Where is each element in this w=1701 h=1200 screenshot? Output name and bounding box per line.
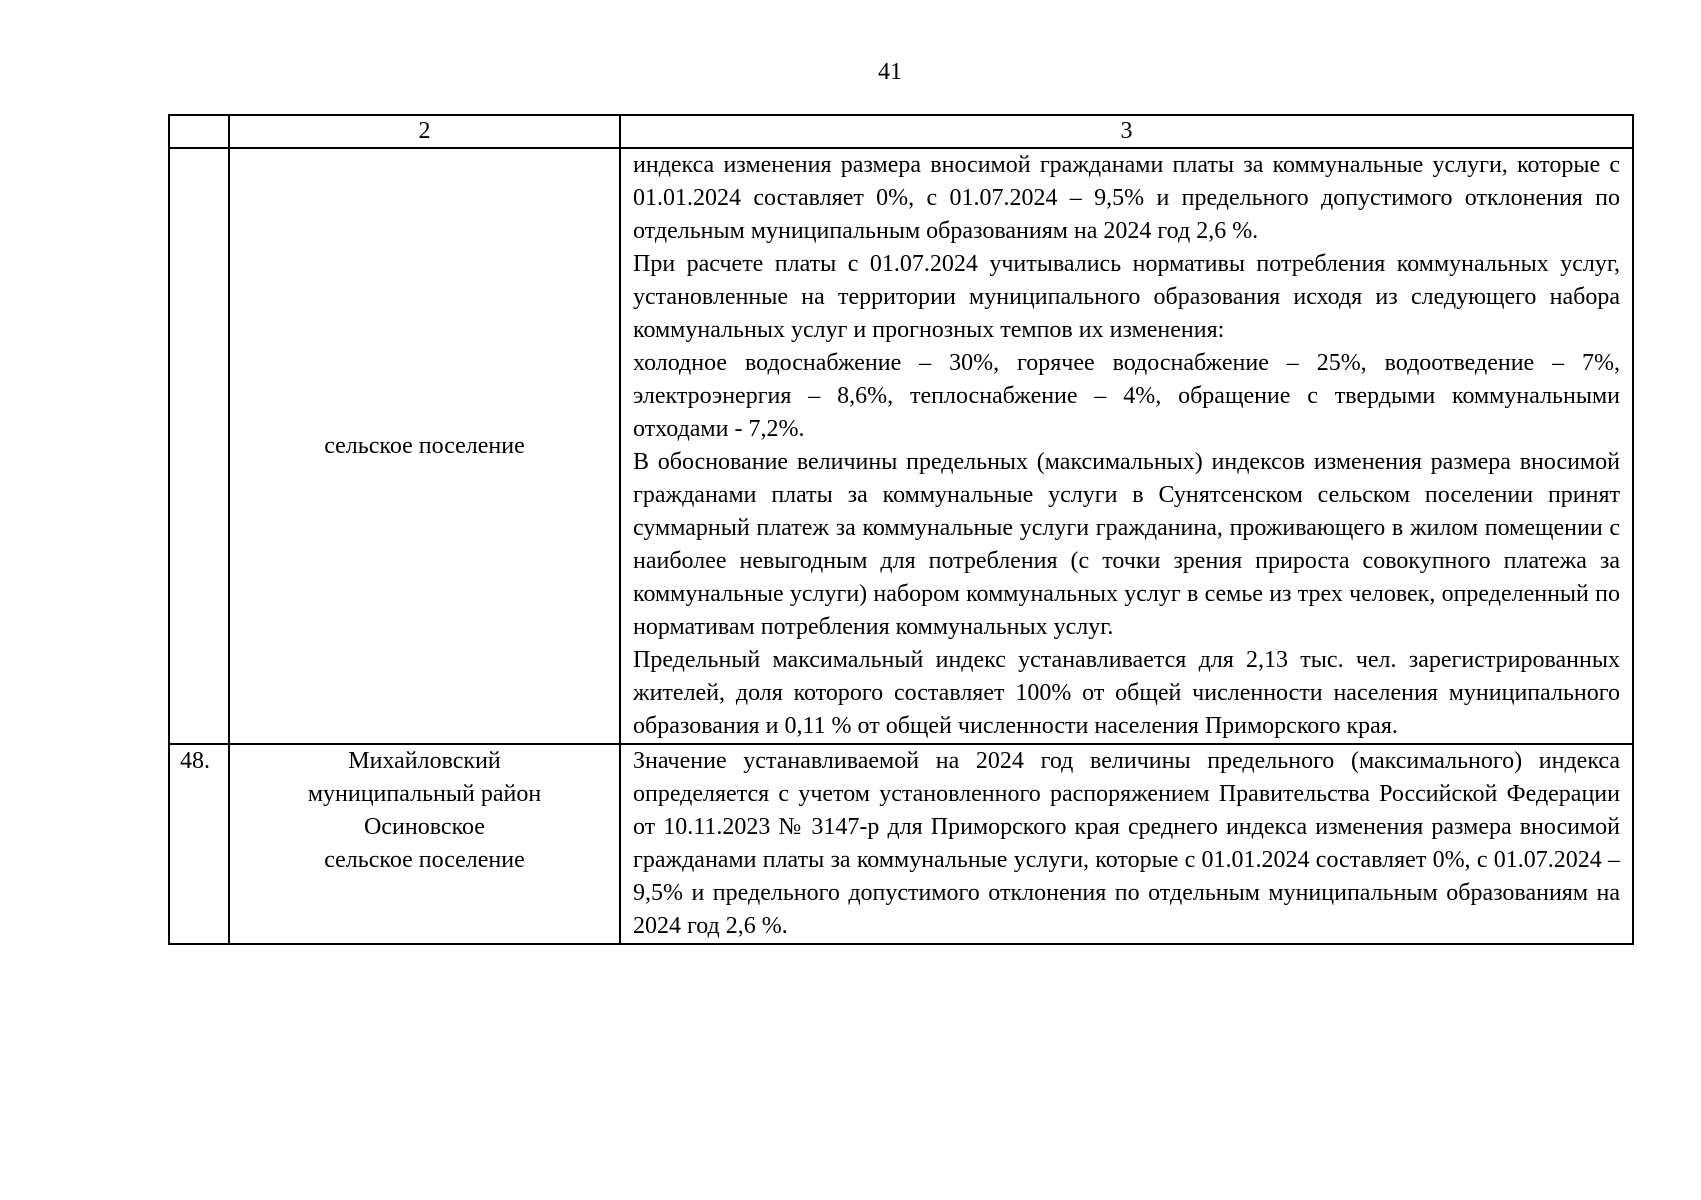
header-cell-3: 3 <box>620 115 1633 148</box>
row-number: 48. <box>169 744 229 944</box>
table-row <box>169 744 1633 944</box>
paragraph: Значение устанавливаемой на 2024 год величины предельного (максимального) индекса определяется с учетом установленного распоряжением Правительства Российской Федерации от 10.11.2023 № 3147-р для Приморского края среднего индекса изменения размера вносимой гражданами платы за коммунальные услуги, которые с 01.01.2024 составляет 0%, с 01.07.2024 – 9,5% и предельного допустимого отклонения по отдельным муниципальным образованиям на 2024 год 2,6 %. <box>633 748 1620 939</box>
header-cell-2: 2 <box>229 115 620 148</box>
paragraph: При расчете платы с 01.07.2024 учитывались нормативы потребления коммунальных услуг, установленные на территории муниципального образования исходя из следующего набора коммунальных услуг и прогнозных темпов их изменения: <box>633 251 1620 343</box>
municipality-name-line: Михайловский <box>348 748 501 774</box>
header-cell-1 <box>169 115 229 148</box>
document-table <box>168 114 1634 945</box>
municipality-name-line: муниципальный район <box>307 781 542 807</box>
paragraph: В обоснование величины предельных (максимальных) индексов изменения размера вносимой гражданами платы за коммунальные услуги в Сунятсенском сельском поселении принят суммарный платеж за коммунальные услуги гражданина, проживающего в жилом помещении с наиболее невыгодным для потребления (с точки зрения прироста совокупного платежа за коммунальные услуги) набором коммунальных услуг в семье из трех человек, определенный по нормативам потребления коммунальных услуг. <box>633 449 1620 640</box>
municipality-name <box>229 148 620 744</box>
municipality-name-line: Осиновское <box>364 814 485 840</box>
paragraph: индекса изменения размера вносимой гражданами платы за коммунальные услуги, которые с 01.01.2024 составляет 0%, с 01.07.2024 – 9,5% и предельного допустимого отклонения по отдельным муниципальным образованиям на 2024 год 2,6 %. <box>633 152 1620 244</box>
municipality-name-line: сельское поселение <box>324 847 525 873</box>
municipality-name-line: сельское поселение <box>324 432 525 459</box>
justification-text <box>620 148 1633 744</box>
table-header-row <box>169 115 1633 148</box>
municipality-name <box>229 744 620 944</box>
row-number <box>169 148 229 744</box>
justification-text <box>620 744 1633 944</box>
table-row <box>169 148 1633 744</box>
paragraph: Предельный максимальный индекс устанавливается для 2,13 тыс. чел. зарегистрированных жителей, доля которого составляет 100% от общей численности населения муниципального образования и 0,11 % от общей численности населения Приморского края. <box>633 647 1620 739</box>
page-number: 41 <box>878 59 902 85</box>
paragraph: холодное водоснабжение – 30%, горячее водоснабжение – 25%, водоотведение – 7%, электроэнергия – 8,6%, теплоснабжение – 4%, обращение с твердыми коммунальными отходами - 7,2%. <box>633 350 1620 442</box>
